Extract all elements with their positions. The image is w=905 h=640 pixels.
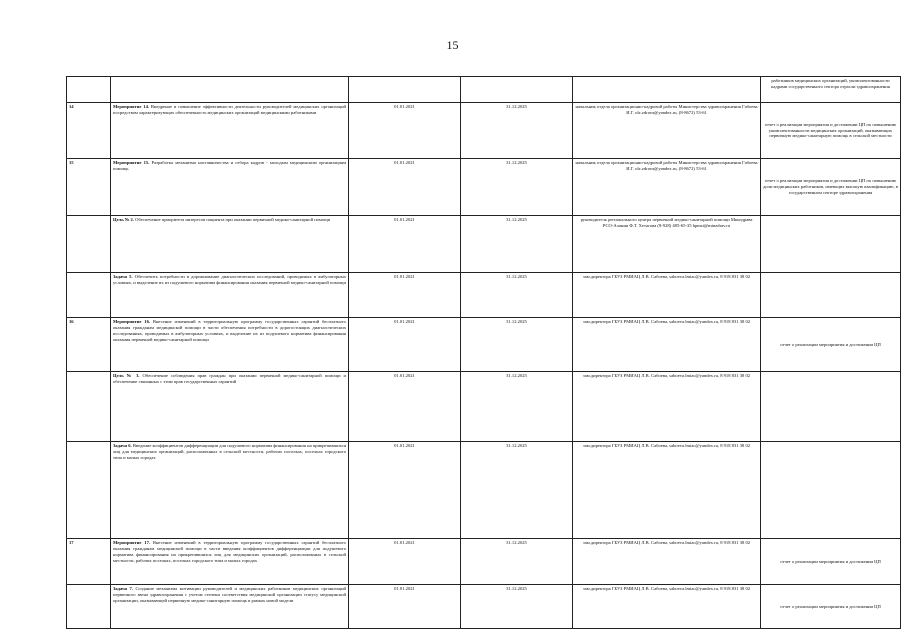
end-date: 31.12.2025 [461,159,573,216]
activity-cell [111,216,349,273]
page-number: 15 [446,38,459,52]
table-row [67,539,901,585]
responsible-person: зам.директора ГБУЗ РМИАЦ Л.В. Сабоева, saboeva.lmiac@yandex.ru, 8 918 831 38 02 [573,539,761,585]
start-date: 01.01.2021 [349,159,461,216]
table-row [67,159,901,216]
start-date: 01.01.2021 [349,318,461,372]
activity-text: Разработка механизма наставничества и отбора кадров - молодым медицинским организациям помощь [113,160,346,171]
end-date [461,77,573,103]
row-number: 15 [67,159,111,216]
row-number: 14 [67,103,111,159]
expected-result [761,372,901,442]
table-row [67,216,901,273]
activity-cell [111,442,349,539]
activity-lead: Мероприятие 15. [113,160,150,165]
activity-cell [111,372,349,442]
expected-result [761,442,901,539]
end-date: 31.12.2025 [461,372,573,442]
row-number [67,77,111,103]
activity-cell [111,103,349,159]
table-row [67,318,901,372]
expected-result [761,216,901,273]
activity-lead: Мероприятие 16. [113,319,151,324]
table-row [67,77,901,103]
expected-result: отчет о реализации мероприятия и достижении ЦП [761,318,901,372]
end-date: 31.12.2025 [461,442,573,539]
start-date: 01.01.2021 [349,216,461,273]
activity-text: Внесение изменений в территориальную программу государственных гарантий бесплатного оказания гражданам медицинской помощи в части обеспечения потребности в дорогостоящих диагностических исследованиях, проводимых в амбулаторных условиях, и выделение их из подушевого норматива финансирования оказания первичной медико-санитарной помощи [113,319,346,342]
row-number [67,442,111,539]
end-date: 31.12.2025 [461,273,573,318]
table-row [67,442,901,539]
end-date: 31.12.2025 [461,318,573,372]
responsible-person: зам.директора ГБУЗ РМИАЦ Л.В. Сабоева, saboeva.lmiac@yandex.ru, 8 918 831 38 02 [573,585,761,629]
activity-lead: Цель № 2. [113,217,134,222]
end-date: 31.12.2025 [461,539,573,585]
activity-lead: Цель № 3. [113,373,140,378]
activity-cell [111,159,349,216]
responsible-person: руководитель регионального центра первичной медико-санитарной помощи Минздрава РСО-Алания Ф.Т. Хетагова (8-928) 485-65-35 hpmsi@minzdrav.ru [573,216,761,273]
activity-cell [111,539,349,585]
activity-lead: Задача 7. [113,586,133,591]
activity-text: Внесение изменений в территориальную программу государственных гарантий бесплатного оказания гражданам медицинской помощи в части введения коэффициентов дифференциации для подушевого норматива финансирования на прикрепившихся лиц для медицинских организаций, расположенных в сельской местности, рабочих поселках, поселках городского типа и малых городах [113,540,346,563]
expected-result: отчет о реализации мероприятия и достижении ЦП по повышению укомплектованности медицинских организаций, оказывающих первичную медико-санитарную помощь в сельской местности [761,103,901,159]
table-row [67,372,901,442]
start-date: 01.01.2021 [349,103,461,159]
expected-result: отчет о реализации мероприятия и достижении ЦП [761,585,901,629]
end-date: 31.12.2025 [461,103,573,159]
start-date: 01.01.2021 [349,372,461,442]
activity-cell [111,585,349,629]
activity-text: Обеспечить потребности в дорожнование диагностических исследований, проводимых в амбулаторных условиях, и выделение их из подушевого норматива финансирования оказания первичной медико-санитарной помощи [113,274,346,285]
activity-text: Внедрение и повышение эффективности деятельности руководителей медицинских организаций посредством характеризующих обеспеченность медицинских организаций медицинскими работниками [113,104,346,115]
activity-lead: Задача 6. [113,443,132,448]
row-number: 17 [67,539,111,585]
table-row [67,273,901,318]
row-number [67,372,111,442]
row-number: 16 [67,318,111,372]
start-date: 01.01.2021 [349,539,461,585]
activity-lead: Мероприятие 14. [113,104,150,109]
activity-cell [111,273,349,318]
expected-result [761,273,901,318]
table-row [67,103,901,159]
table-row [67,585,901,629]
row-number [67,273,111,318]
activity-cell [111,318,349,372]
row-number [67,216,111,273]
responsible-person: начальник отдела организационно-кадровой работы Министерства здравоохранения Габоева И.Г. olz.zdrava@yandex.ru, (8-8672) 53-61 [573,159,761,216]
activity-text: Введение коэффициентов дифференциации для подушевого норматива финансирования на прикрепившихся лиц для медицинских организаций, расположенных в сельской местности, рабочих поселках, поселках городского типа и малых городах [113,443,346,460]
responsible-person: начальник отдела организационно-кадровой работы Министерства здравоохранения Габоева И.Г. olz.zdrava@yandex.ru, (8-8672) 53-61 [573,103,761,159]
expected-result: отчет о реализации мероприятия и достижении ЦП [761,539,901,585]
action-plan-table [66,76,901,629]
start-date [349,77,461,103]
end-date: 31.12.2025 [461,585,573,629]
activity-lead: Мероприятие 17. [113,540,151,545]
activity-text: Создание механизма мотивации руководителей и медицинских работников медицинских организаций первичного звена здравоохранения с учетом степени соответствия медицинской организации статусу медицинской организации, оказывающей первичную медико-санитарную помощь в рамках новой модели [113,586,346,603]
responsible-person: зам.директора ГБУЗ РМИАЦ Л.В. Сабоева, saboeva.lmiac@yandex.ru, 8 918 831 38 02 [573,372,761,442]
activity-lead: Задача 5. [113,274,133,279]
end-date: 31.12.2025 [461,216,573,273]
start-date: 01.01.2021 [349,273,461,318]
start-date: 01.01.2021 [349,442,461,539]
responsible-person [573,77,761,103]
responsible-person: зам.директора ГБУЗ РМИАЦ Л.В. Сабоева, saboeva.lmiac@yandex.ru, 8 918 831 38 02 [573,442,761,539]
activity-text: Обеспечение приоритета интересов пациента при оказании первичной медико-санитарной помощи [135,217,331,222]
activity-cell [111,77,349,103]
expected-result: работников медицинских организаций, укомплектованности кадрами государственного сектора отрасли здравоохранения [761,77,901,103]
start-date: 01.01.2021 [349,585,461,629]
activity-text: Обеспечение соблюдения прав граждан при оказании первичной медико-санитарной помощи и обеспечение связанных с этим прав государственных гарантий [113,373,346,384]
responsible-person: зам.директора ГБУЗ РМИАЦ Л.В. Сабоева, saboeva.lmiac@yandex.ru, 8 918 831 38 02 [573,273,761,318]
responsible-person: зам.директора ГБУЗ РМИАЦ Л.В. Сабоева, saboeva.lmiac@yandex.ru, 8 918 831 38 02 [573,318,761,372]
expected-result: отчет о реализации мероприятия и достижении ЦП по повышению доли медицинских работников, имеющих высокую квалификацию, в государственном секторе здравоохранения [761,159,901,216]
row-number [67,585,111,629]
